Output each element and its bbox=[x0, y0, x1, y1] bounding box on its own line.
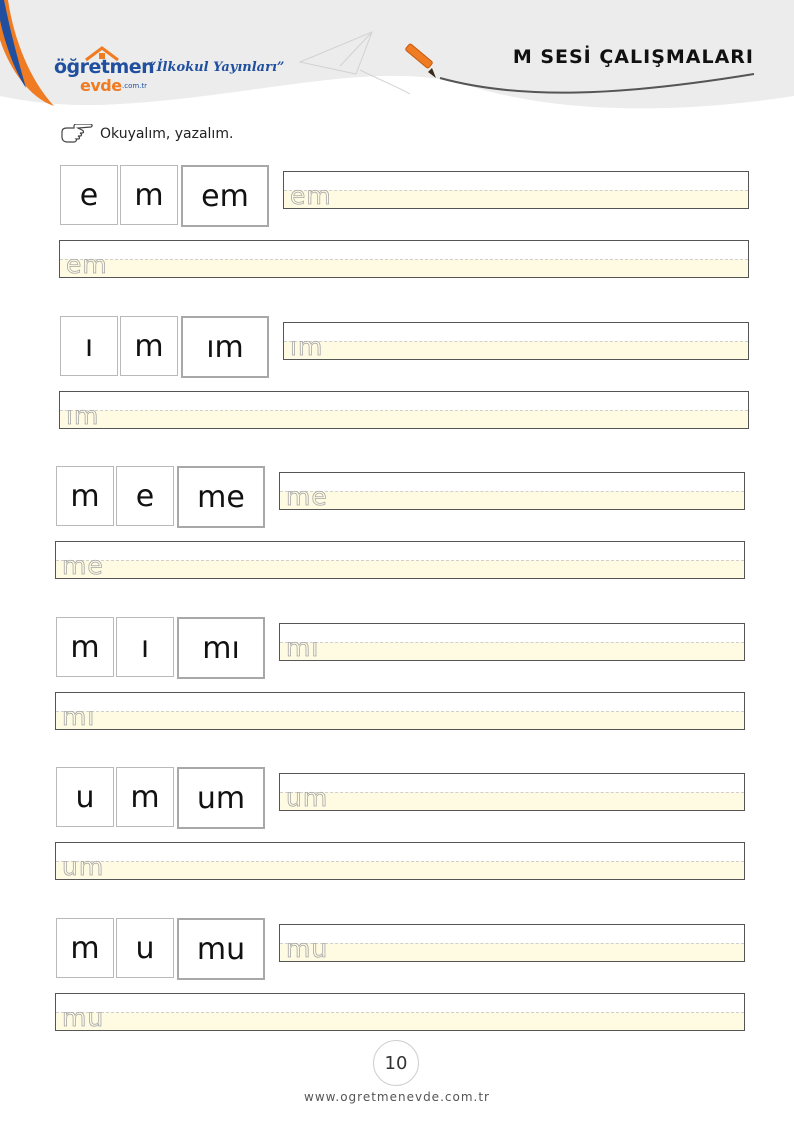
syllable-box: ım bbox=[181, 316, 269, 378]
exercise-row bbox=[56, 918, 756, 1038]
trace-text: mı bbox=[286, 633, 320, 662]
letter-box: m bbox=[56, 466, 114, 526]
trace-text: mu bbox=[62, 1003, 105, 1032]
trace-text: um bbox=[286, 783, 329, 812]
exercise-row bbox=[60, 316, 760, 436]
letter-box: u bbox=[116, 918, 174, 978]
letter-box: e bbox=[116, 466, 174, 526]
logo-text-top: öğretmen bbox=[54, 56, 155, 78]
letter-box: m bbox=[120, 165, 178, 225]
writing-line-short[interactable] bbox=[279, 623, 745, 661]
writing-line-short[interactable] bbox=[283, 171, 749, 209]
letter-box: u bbox=[56, 767, 114, 827]
writing-line-short[interactable] bbox=[283, 322, 749, 360]
letter-box: m bbox=[56, 617, 114, 677]
writing-line-long[interactable] bbox=[55, 993, 745, 1031]
site-logo[interactable] bbox=[54, 46, 155, 96]
exercise-row bbox=[56, 617, 756, 737]
letter-box: m bbox=[116, 767, 174, 827]
exercise-row bbox=[60, 165, 760, 285]
syllable-box: mı bbox=[177, 617, 265, 679]
syllable-box: em bbox=[181, 165, 269, 227]
writing-line-long[interactable] bbox=[59, 240, 749, 278]
trace-text: ım bbox=[66, 401, 100, 430]
trace-text: mu bbox=[286, 934, 329, 963]
letter-box: m bbox=[56, 918, 114, 978]
trace-text: em bbox=[66, 250, 108, 279]
writing-line-short[interactable] bbox=[279, 924, 745, 962]
publisher-name: “İlkokul Yayınları” bbox=[149, 60, 285, 75]
exercise-row bbox=[56, 466, 756, 586]
syllable-box: um bbox=[177, 767, 265, 829]
trace-text: me bbox=[286, 482, 328, 511]
writing-line-long[interactable] bbox=[55, 541, 745, 579]
letter-box: e bbox=[60, 165, 118, 225]
trace-text: ım bbox=[290, 332, 324, 361]
syllable-box: me bbox=[177, 466, 265, 528]
logo-domain: .com.tr bbox=[122, 82, 148, 90]
trace-text: mı bbox=[62, 702, 96, 731]
page-title: M SESİ ÇALIŞMALARI bbox=[512, 46, 754, 68]
footer-url[interactable]: www.ogretmenevde.com.tr bbox=[304, 1090, 490, 1104]
page-number: 10 bbox=[373, 1040, 419, 1086]
trace-text: um bbox=[62, 852, 105, 881]
logo-text-bottom: evde bbox=[80, 76, 122, 95]
writing-line-short[interactable] bbox=[279, 773, 745, 811]
trace-text: me bbox=[62, 551, 104, 580]
exercise-row bbox=[56, 767, 756, 887]
pointing-hand-icon bbox=[60, 124, 94, 144]
trace-text: em bbox=[290, 181, 332, 210]
instruction bbox=[60, 124, 233, 144]
letter-box: m bbox=[120, 316, 178, 376]
letter-box: ı bbox=[116, 617, 174, 677]
writing-line-long[interactable] bbox=[59, 391, 749, 429]
instruction-text: Okuyalım, yazalım. bbox=[100, 126, 234, 142]
writing-line-long[interactable] bbox=[55, 692, 745, 730]
syllable-box: mu bbox=[177, 918, 265, 980]
writing-line-long[interactable] bbox=[55, 842, 745, 880]
writing-line-short[interactable] bbox=[279, 472, 745, 510]
letter-box: ı bbox=[60, 316, 118, 376]
